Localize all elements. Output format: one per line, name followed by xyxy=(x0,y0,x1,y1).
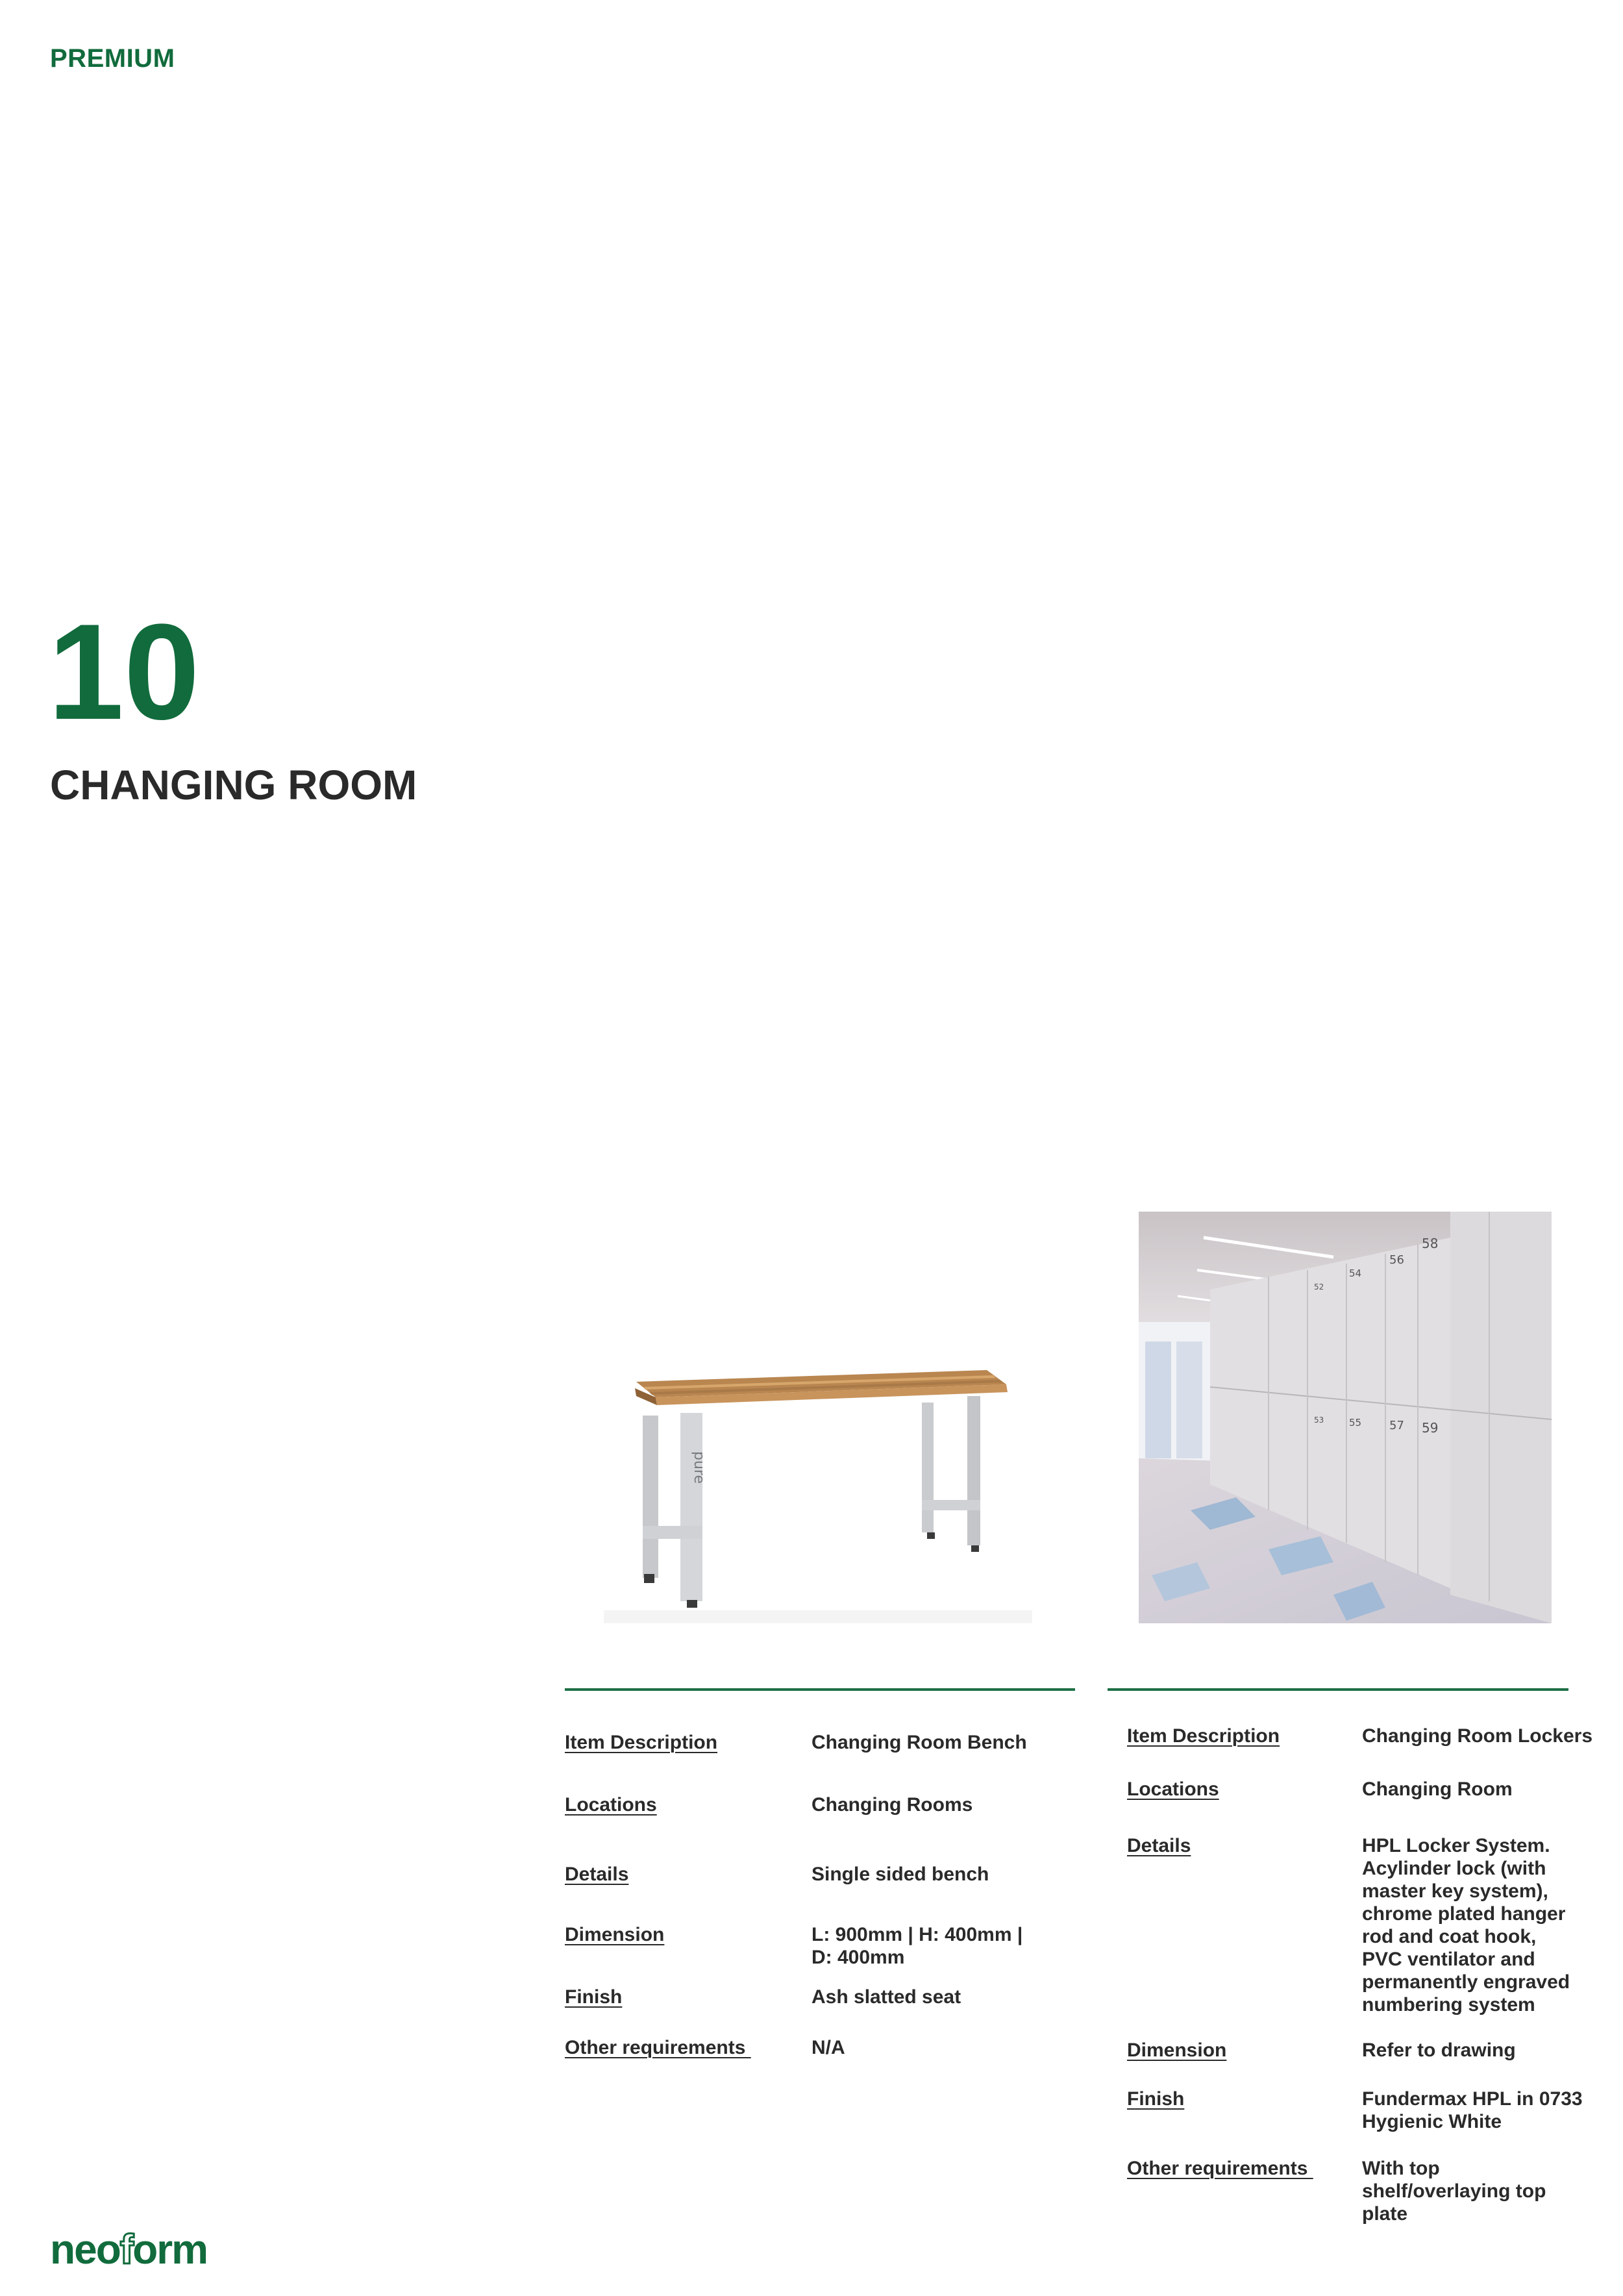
locker-number: 59 xyxy=(1422,1420,1439,1436)
logo-suffix: orm xyxy=(132,2226,207,2273)
lockers-locations-label: Locations xyxy=(1127,1778,1219,1800)
divider-lockers xyxy=(1108,1688,1568,1691)
locker-number: 55 xyxy=(1349,1417,1362,1429)
lockers-details-value: HPL Locker System. Acylinder lock (with master key system), chrome plated hanger rod and coat hook, PVC ventilator and permanently engraved numbering system xyxy=(1362,1835,1570,2015)
locker-number: 54 xyxy=(1349,1267,1362,1279)
locker-number: 56 xyxy=(1389,1253,1404,1267)
lockers-other-requirements-label: Other requirements xyxy=(1127,2158,1313,2179)
bench-finish-label: Finish xyxy=(565,1986,623,2008)
bench-dimension-label: Dimension xyxy=(565,1924,665,1945)
logo-mid: f xyxy=(119,2226,133,2273)
lockers-dimension-value: Refer to drawing xyxy=(1362,2040,1516,2061)
lockers-locations-value: Changing Room xyxy=(1362,1778,1513,1800)
locker-number: 57 xyxy=(1389,1419,1404,1432)
logo-prefix: neo xyxy=(50,2226,120,2273)
divider-bench xyxy=(565,1688,1075,1691)
bench-details-value: Single sided bench xyxy=(812,1864,989,1885)
lockers-finish-value: Fundermax HPL in 0733 Hygienic White xyxy=(1362,2088,1583,2132)
section-number: 10 xyxy=(48,595,200,748)
lockers-dimension-label: Dimension xyxy=(1127,2040,1227,2061)
bench-details-label: Details xyxy=(565,1864,629,1885)
bench-dimension-value: L: 900mm | H: 400mm | D: 400mm xyxy=(812,1924,1023,1968)
lockers-item-description-value: Changing Room Lockers xyxy=(1362,1725,1593,1747)
lockers-other-requirements-value: With top shelf/overlaying top plate xyxy=(1362,2158,1546,2225)
changing-room-bench-photo xyxy=(604,1351,1032,1623)
bench-item-description-value: Changing Room Bench xyxy=(812,1732,1027,1753)
lockers-details-label: Details xyxy=(1127,1835,1191,1856)
bench-leg-text: pure xyxy=(691,1451,707,1484)
changing-room-lockers-photo xyxy=(1139,1212,1552,1623)
lockers-finish-label: Finish xyxy=(1127,2088,1185,2110)
bench-other-requirements-label: Other requirements xyxy=(565,2037,751,2058)
bench-locations-value: Changing Rooms xyxy=(812,1794,973,1816)
bench-item-description-label: Item Description xyxy=(565,1732,718,1753)
bench-locations-label: Locations xyxy=(565,1794,657,1816)
locker-number: 52 xyxy=(1314,1282,1324,1292)
section-title: CHANGING ROOM xyxy=(50,762,417,808)
bench-other-requirements-value: N/A xyxy=(812,2037,845,2058)
lockers-item-description-label: Item Description xyxy=(1127,1725,1280,1747)
tier-label: PREMIUM xyxy=(50,44,175,73)
neoform-logo xyxy=(50,2226,207,2273)
locker-number: 53 xyxy=(1314,1416,1324,1425)
bench-finish-value: Ash slatted seat xyxy=(812,1986,961,2008)
locker-number: 58 xyxy=(1422,1236,1439,1251)
